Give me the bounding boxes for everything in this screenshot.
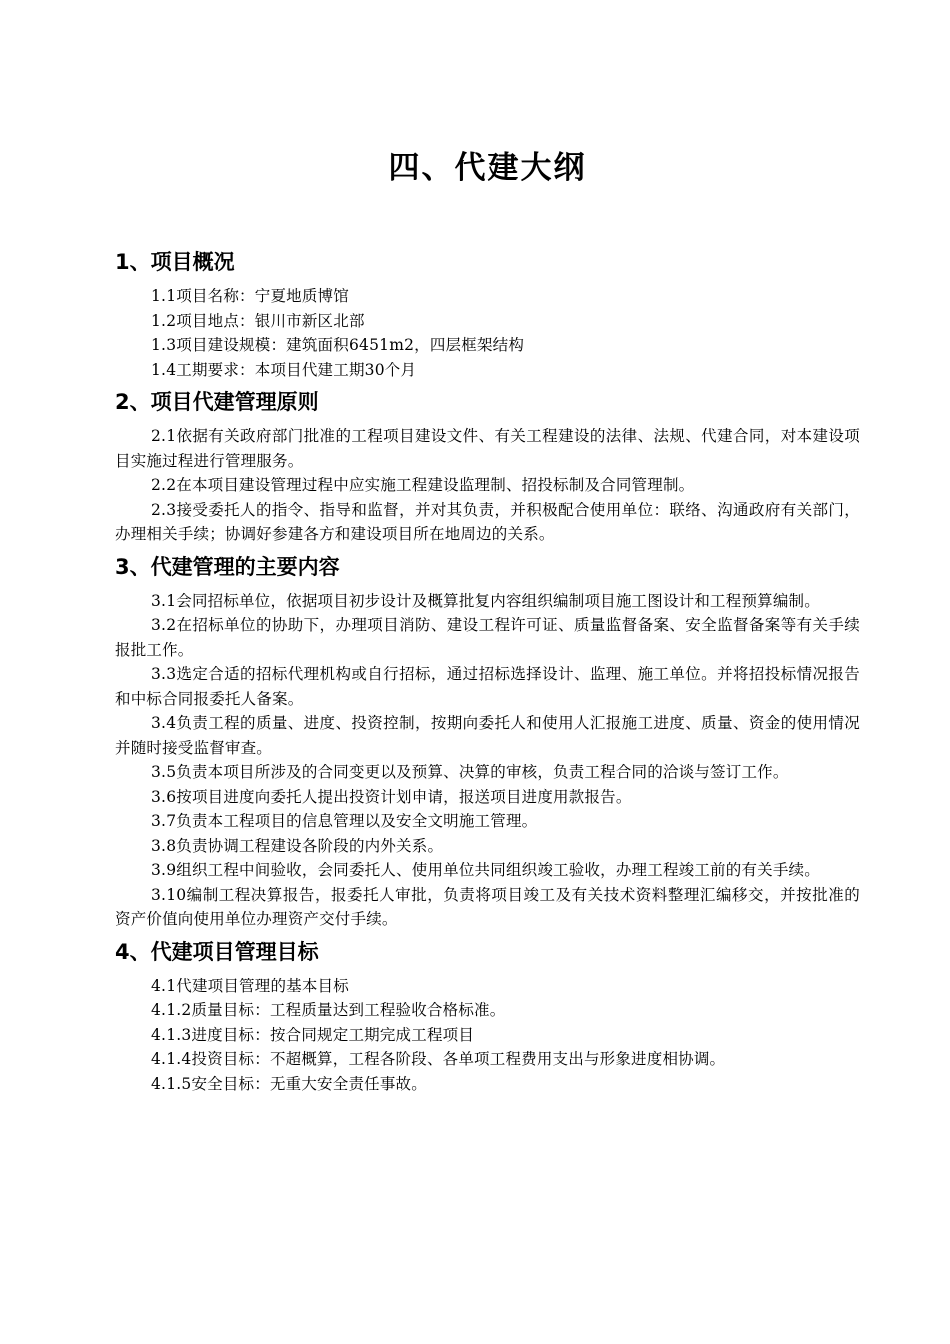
paragraph: 3.7负责本工程项目的信息管理以及安全文明施工管理。 — [151, 812, 538, 830]
paragraph: 2.3接受委托人的指令、指导和监督，并对其负责，并积极配合使用单位：联络、沟通政府有关部门，办理相关手续；协调好参建各方和建设项目所在地周边的关系。 — [115, 500, 860, 543]
paragraph: 4.1代建项目管理的基本目标 — [151, 976, 349, 995]
paragraph: 4.1.2质量目标：工程质量达到工程验收合格标准。 — [151, 1001, 506, 1019]
paragraph: 2.1依据有关政府部门批准的工程项目建设文件、有关工程建设的法律、法规、代建合同，对本建设项目实施过程进行管理服务。 — [115, 427, 860, 470]
paragraph: 3.8负责协调工程建设各阶段的内外关系。 — [151, 836, 444, 855]
paragraph: 3.1会同招标单位，依据项目初步设计及概算批复内容组织编制项目施工图设计和工程预算编制。 — [151, 591, 820, 610]
paragraph: 3.6按项目进度向委托人提出投资计划申请，报送项目进度用款报告。 — [151, 787, 632, 806]
section-management-goals — [115, 936, 860, 1097]
section-project-overview — [115, 246, 860, 382]
paragraph: 3.9组织工程中间验收，会同委托人、使用单位共同组织竣工验收，办理工程竣工前的有关手续。 — [151, 861, 820, 879]
paragraph: 3.2在招标单位的协助下，办理项目消防、建设工程许可证、质量监督备案、安全监督备案等有关手续报批工作。 — [115, 616, 860, 659]
paragraph: 3.10编制工程决算报告，报委托人审批，负责将项目竣工及有关技术资料整理汇编移交，并按批准的资产价值向使用单位办理资产交付手续。 — [115, 885, 860, 928]
section-main-content — [115, 551, 860, 932]
section-heading: 3、代建管理的主要内容 — [115, 554, 340, 579]
paragraph: 4.1.5安全目标：无重大安全责任事故。 — [151, 1074, 427, 1093]
paragraph: 3.5负责本项目所涉及的合同变更以及预算、决算的审核，负责工程合同的洽谈与签订工作。 — [151, 763, 789, 781]
paragraph: 3.4负责工程的质量、进度、投资控制，按期向委托人和使用人汇报施工进度、质量、资金的使用情况并随时接受监督审查。 — [115, 714, 860, 757]
document-title: 四、代建大纲 — [388, 150, 587, 186]
paragraph: 4.1.4投资目标：不超概算，工程各阶段、各单项工程费用支出与形象进度相协调。 — [151, 1050, 726, 1068]
paragraph: 1.3项目建设规模：建筑面积6451m2，四层框架结构 — [151, 336, 525, 354]
paragraph: 1.1项目名称：宁夏地质博馆 — [151, 287, 349, 305]
section-heading: 4、代建项目管理目标 — [115, 939, 319, 964]
paragraph: 1.2项目地点：银川市新区北部 — [151, 311, 365, 330]
paragraph: 3.3选定合适的招标代理机构或自行招标，通过招标选择设计、监理、施工单位。并将招投标情况报告和中标合同报委托人备案。 — [115, 665, 860, 708]
section-heading: 2、项目代建管理原则 — [115, 390, 319, 414]
paragraph: 4.1.3进度目标：按合同规定工期完成工程项目 — [151, 1025, 475, 1044]
document-body — [115, 246, 860, 1096]
paragraph: 1.4工期要求：本项目代建工期30个月 — [151, 360, 417, 379]
section-management-principles — [115, 386, 860, 547]
section-heading: 1、项目概况 — [115, 250, 235, 274]
paragraph: 2.2在本项目建设管理过程中应实施工程建设监理制、招投标制及合同管理制。 — [151, 476, 695, 494]
